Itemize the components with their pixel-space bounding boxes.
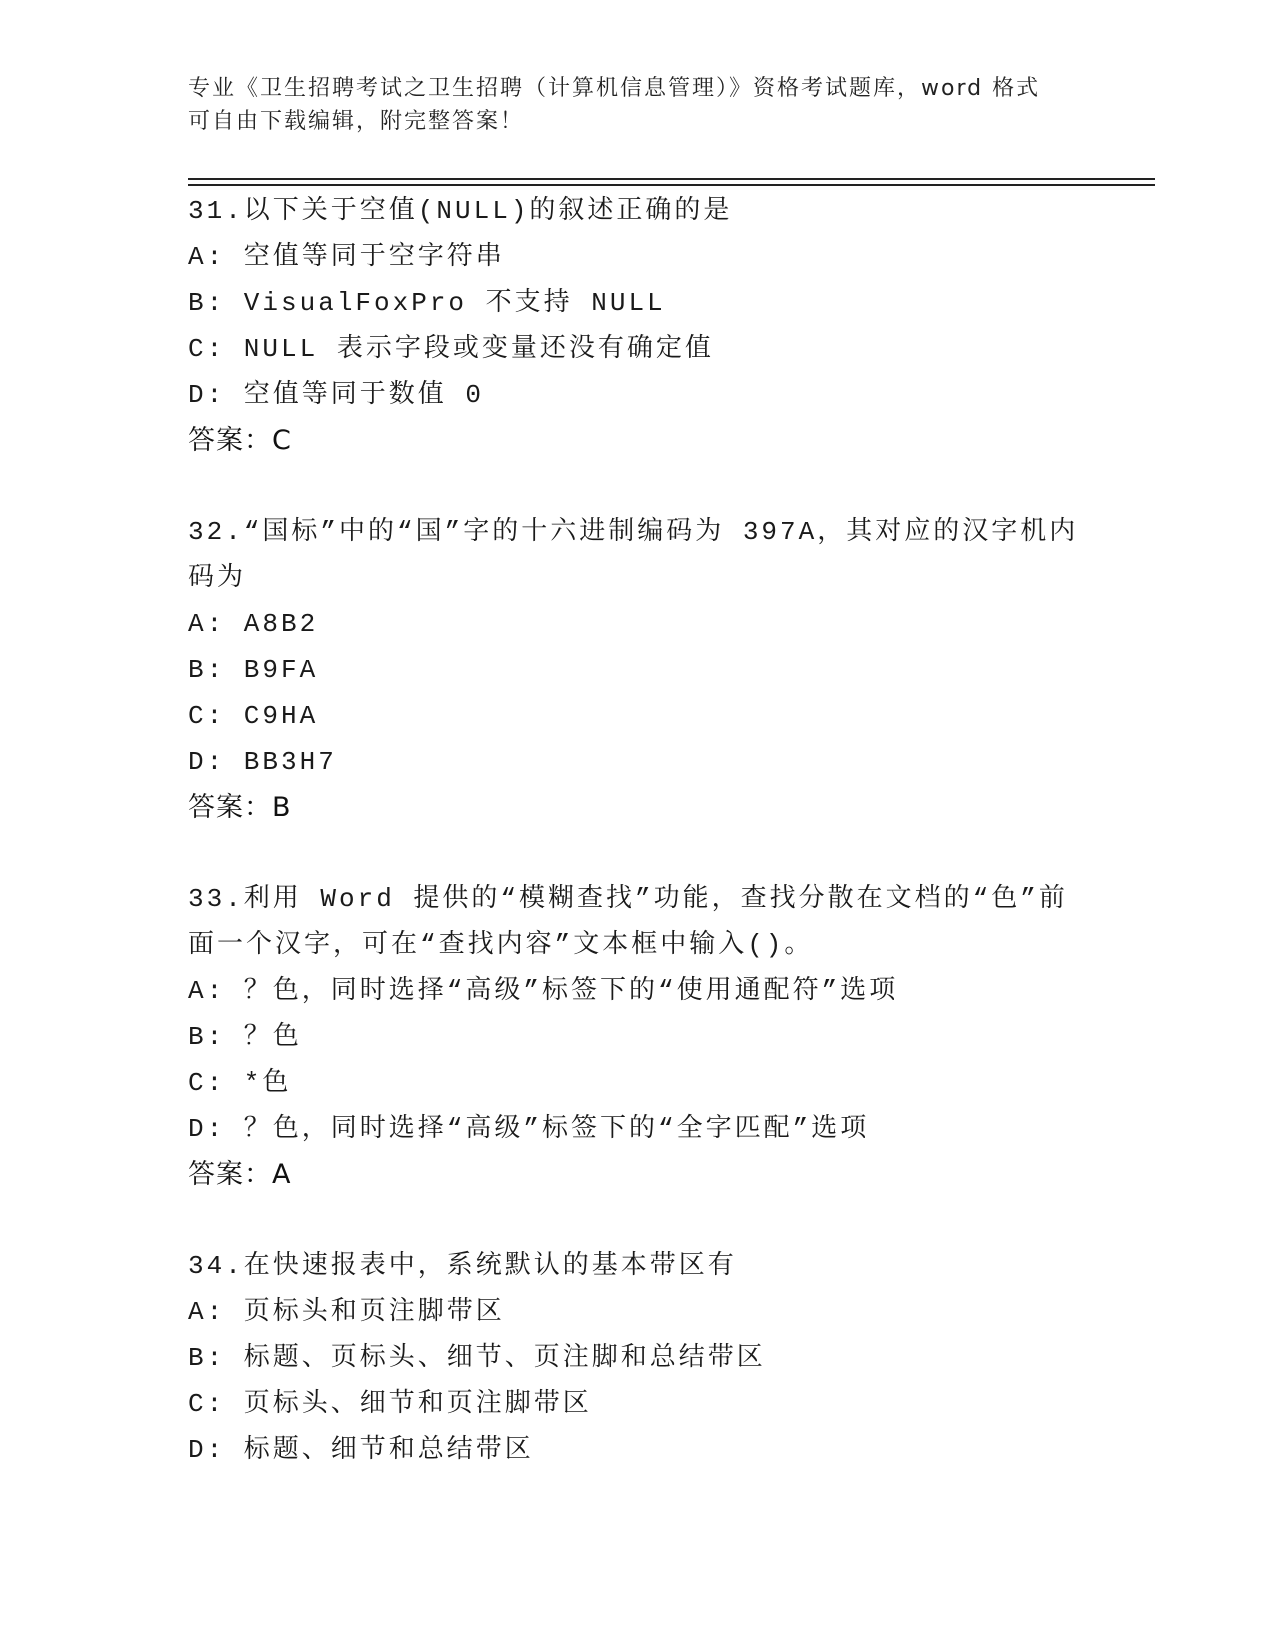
header-divider-top bbox=[188, 178, 1155, 180]
option-b: B: ？色 bbox=[188, 1022, 302, 1052]
header-divider-bottom bbox=[188, 184, 1155, 186]
header-line-2: 可自由下载编辑，附完整答案！ bbox=[188, 109, 525, 134]
option-c: C: 页标头、细节和页注脚带区 bbox=[188, 1389, 592, 1419]
option-b: B: 标题、页标头、细节、页注脚和总结带区 bbox=[188, 1343, 766, 1373]
question-stem: 31.以下关于空值(NULL)的叙述正确的是 bbox=[188, 196, 733, 226]
option-b: B: B9FA bbox=[188, 655, 319, 685]
answer-label: 答案：B bbox=[188, 792, 292, 823]
document-header bbox=[188, 72, 1088, 138]
option-d: D: 空值等同于数值 0 bbox=[188, 380, 485, 410]
option-d: D: ？色，同时选择“高级”标签下的“全字匹配”选项 bbox=[188, 1114, 870, 1144]
question-34 bbox=[188, 1243, 1148, 1473]
answer-label: 答案：C bbox=[188, 425, 292, 456]
question-stem-continued: 码为 bbox=[188, 563, 247, 593]
option-b: B: VisualFoxPro 不支持 NULL bbox=[188, 288, 666, 318]
question-stem-continued: 面一个汉字，可在“查找内容”文本框中输入()。 bbox=[188, 930, 814, 960]
question-33 bbox=[188, 876, 1148, 1198]
question-stem: 33.利用 Word 提供的“模糊查找”功能，查找分散在文档的“色”前 bbox=[188, 884, 1068, 914]
question-stem: 32.“国标”中的“国”字的十六进制编码为 397A，其对应的汉字机内 bbox=[188, 517, 1079, 547]
option-a: A: ？色，同时选择“高级”标签下的“使用通配符”选项 bbox=[188, 976, 899, 1006]
question-31 bbox=[188, 188, 1148, 464]
option-c: C: C9HA bbox=[188, 701, 319, 731]
question-32 bbox=[188, 509, 1148, 831]
question-list bbox=[188, 188, 1148, 1518]
header-line-1: 专业《卫生招聘考试之卫生招聘（计算机信息管理）》资格考试题库，word 格式 bbox=[188, 76, 1041, 101]
question-stem: 34.在快速报表中，系统默认的基本带区有 bbox=[188, 1251, 737, 1281]
option-a: A: A8B2 bbox=[188, 609, 319, 639]
option-d: D: 标题、细节和总结带区 bbox=[188, 1435, 534, 1465]
option-c: C: *色 bbox=[188, 1068, 292, 1098]
option-a: A: 页标头和页注脚带区 bbox=[188, 1297, 505, 1327]
option-a: A: 空值等同于空字符串 bbox=[188, 242, 505, 272]
option-c: C: NULL 表示字段或变量还没有确定值 bbox=[188, 334, 714, 364]
answer-label: 答案：A bbox=[188, 1159, 292, 1190]
option-d: D: BB3H7 bbox=[188, 747, 337, 777]
